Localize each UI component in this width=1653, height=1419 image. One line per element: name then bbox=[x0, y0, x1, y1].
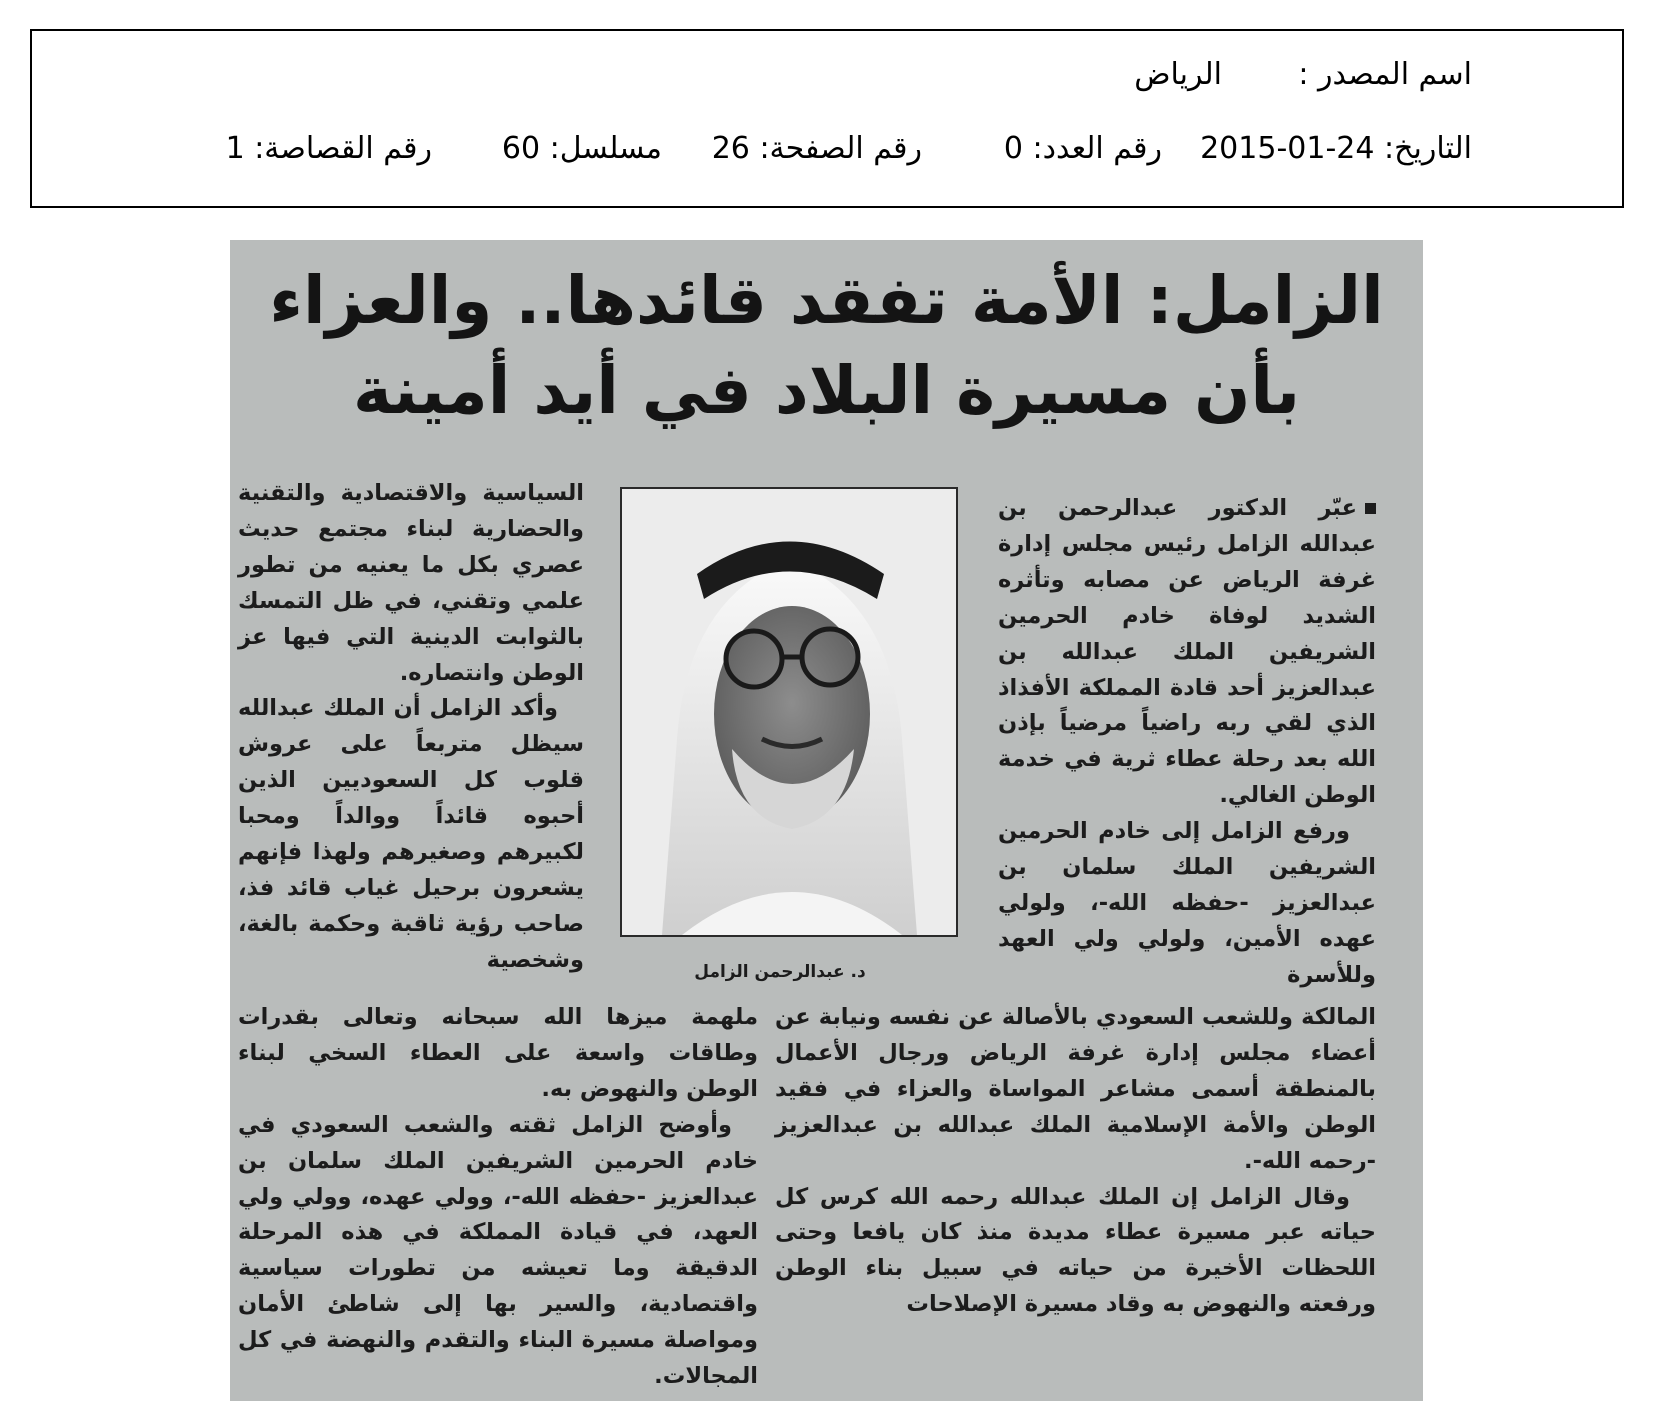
serial-field: مسلسل: 60 bbox=[501, 131, 662, 166]
paragraph-king-abdullah: وأكد الزامل أن الملك عبدالله سيظل متربعاً على عروش قلوب كل السعوديين الذين أحبوه قائداً ووالداً ومحبا لكبيرهم وصغيرهم ولهذا فإنهم يشعرون برحيل غياب قائد فذ، صاحب رؤية ثاقبة وحكمة بالغة، وشخصية bbox=[238, 695, 584, 973]
article-column-right bbox=[998, 491, 1376, 994]
headline-line-2: بأن مسيرة البلاد في أيد أمينة bbox=[352, 352, 1300, 429]
clip-number-field: رقم القصاصة: 1 bbox=[225, 131, 432, 166]
paragraph-condolence: ورفع الزامل إلى خادم الحرمين الشريفين الملك سلمان بن عبدالعزيز -حفظه الله-، ولولي عهده الأمين، ولولي ولي العهد وللأسرة bbox=[998, 818, 1376, 988]
headline-line-1: الزامل: الأمة تفقد قائدها.. والعزاء bbox=[269, 262, 1384, 339]
source-value: الرياض bbox=[1134, 57, 1222, 92]
bullet-square-icon bbox=[1365, 503, 1376, 514]
photo-caption: د. عبدالرحمن الزامل bbox=[694, 962, 866, 982]
paragraph-leadership: ملهمة ميزها الله سبحانه وتعالى بقدرات وطاقات واسعة على العطاء السخي لبناء الوطن والنهوض به. bbox=[238, 1004, 758, 1102]
date-field: التاريخ: 24-01-2015 bbox=[1200, 131, 1472, 166]
source-label: اسم المصدر : bbox=[1298, 57, 1472, 92]
article-column-lower-left bbox=[238, 1000, 758, 1395]
paragraph-confidence: وأوضح الزامل ثقته والشعب السعودي في خادم الحرمين الشريفين الملك سلمان بن عبدالعزيز -حفظه الله-، وولي عهده، وولي ولي العهد، في قيادة المملكة في هذه المرحلة الدقيقة وما تعيشه من تطورات سياسية واقتصادية، والسير بها إلى شاطئ الأمان ومواصلة مسيرة البناء والتقدم والنهضة في كل المجالات. bbox=[238, 1111, 758, 1390]
paragraph-family-condolence: المالكة وللشعب السعودي بالأصالة عن نفسه ونيابة عن أعضاء مجلس إدارة غرفة الرياض ورجال الأعمال بالمنطقة أسمى مشاعر المواساة والعزاء في فقيد الوطن والأمة الإسلامية الملك عبدالله بن عبدالعزيز -رحمه الله-. bbox=[775, 1004, 1376, 1174]
article-column-lower-right bbox=[775, 1000, 1376, 1323]
page-number-field: رقم الصفحة: 26 bbox=[711, 131, 922, 166]
paragraph-opening: عبّر الدكتور عبدالرحمن بن عبدالله الزامل رئيس مجلس إدارة غرفة الرياض عن مصابه وتأثره الشديد لوفاة خادم الحرمين الشريفين الملك عبدالله بن عبدالعزيز أحد قادة المملكة الأفذاذ الذي لقي ربه راضياً مرضياً بإذن الله بعد رحلة عطاء ثرية في خدمة الوطن الغالي. bbox=[998, 495, 1376, 809]
portrait-photo bbox=[620, 487, 958, 937]
clipping-metadata-box bbox=[30, 29, 1624, 208]
paragraph-reforms: السياسية والاقتصادية والتقنية والحضارية لبناء مجتمع حديث عصري بكل ما يعنيه من تطور علمي وتقني، في ظل التمسك بالثوابت الدينية التي فيها عز الوطن وانتصاره. bbox=[238, 480, 584, 686]
portrait-image bbox=[622, 489, 956, 935]
newspaper-clipping bbox=[230, 240, 1423, 1401]
paragraph-king-life: وقال الزامل إن الملك عبدالله رحمه الله كرس كل حياته عبر مسيرة عطاء مديدة منذ كان يافعا وحتى اللحظات الأخيرة من حياته في سبيل بناء الوطن ورفعته والنهوض به وقاد مسيرة الإصلاحات bbox=[775, 1183, 1376, 1318]
issue-number-field: رقم العدد: 0 bbox=[1003, 131, 1162, 166]
article-column-left bbox=[238, 476, 584, 979]
